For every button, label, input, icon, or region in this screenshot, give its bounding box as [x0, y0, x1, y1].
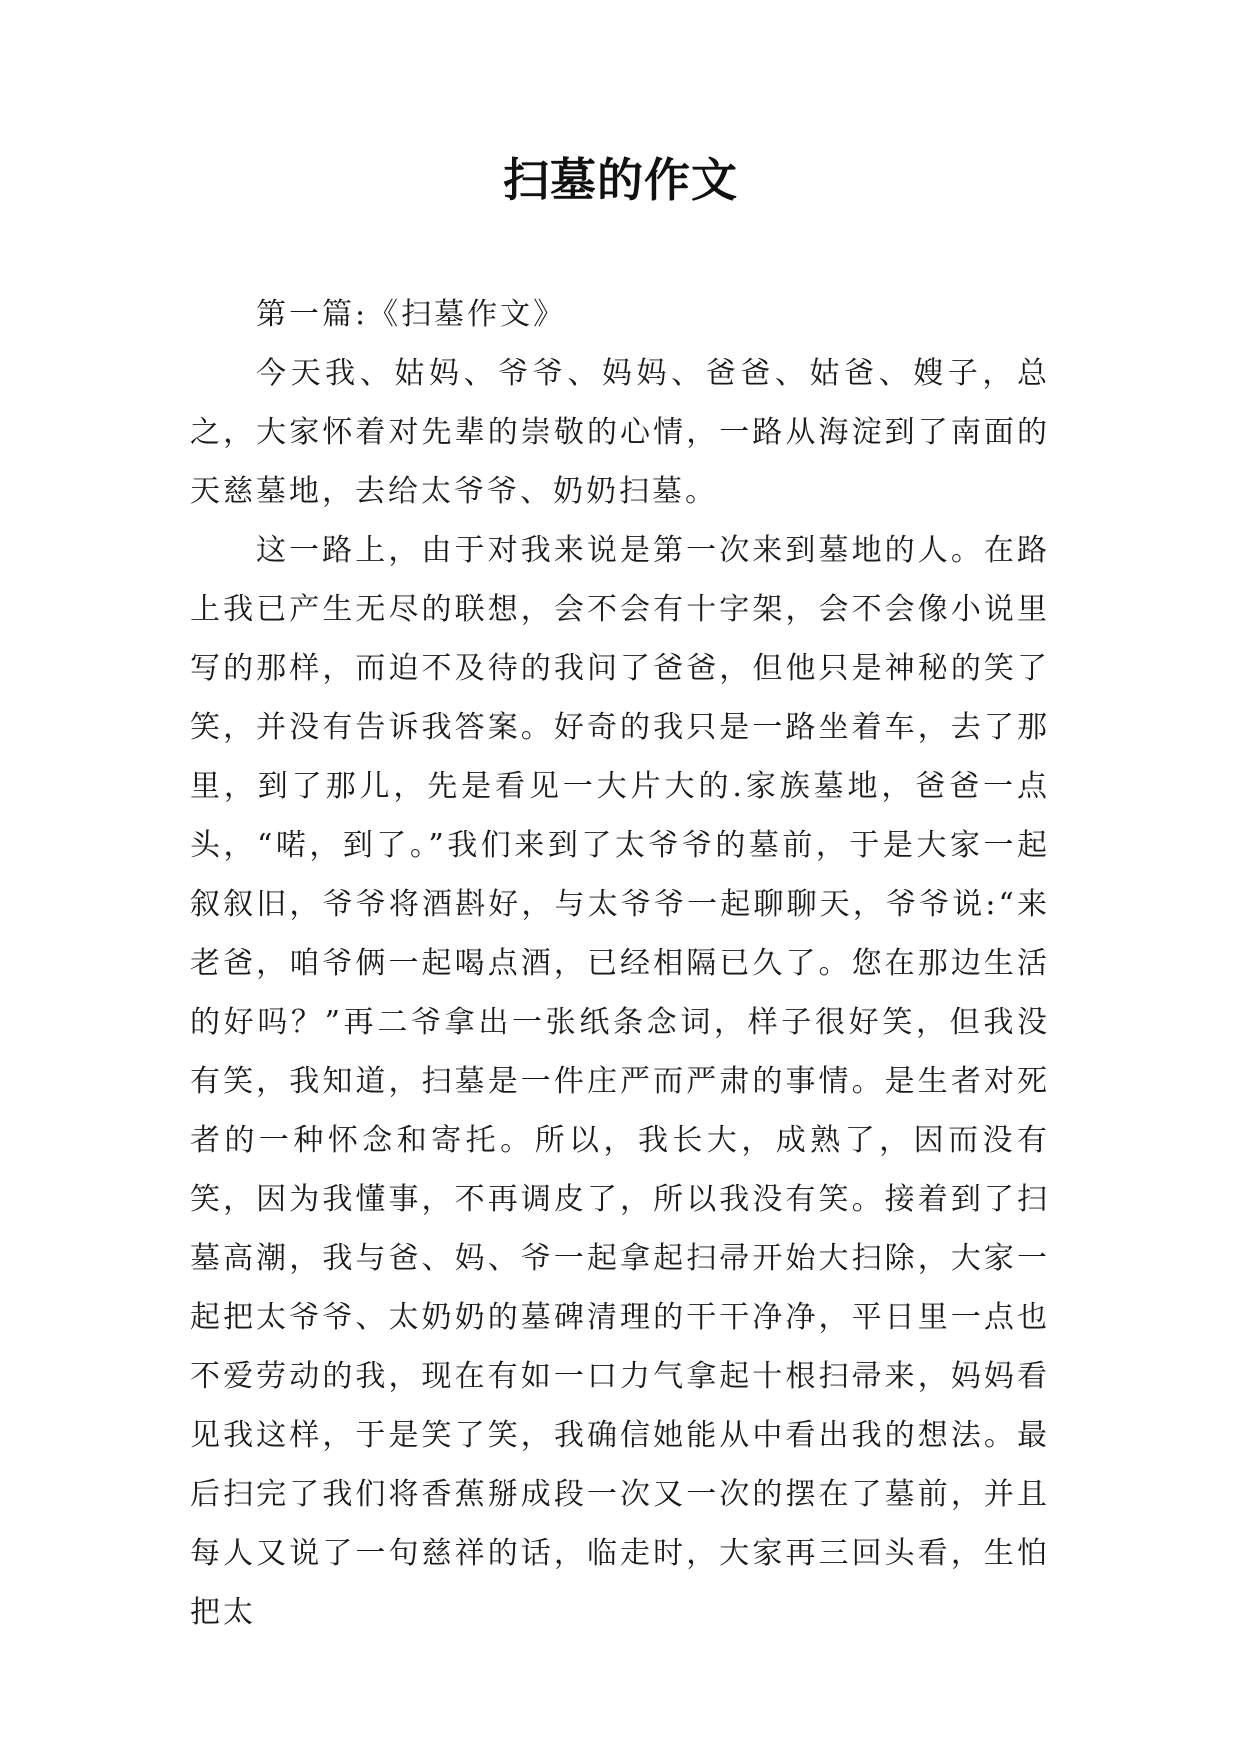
paragraph: 今天我、姑妈、爷爷、妈妈、爸爸、姑爸、嫂子，总之，大家怀着对先辈的崇敬的心情，一路从海淀到了南面的天慈墓地，去给太爷爷、奶奶扫墓。	[190, 356, 1050, 509]
section-heading: 第一篇:《扫墓作文》	[256, 297, 567, 332]
document-body	[190, 285, 1050, 1642]
paragraph: 这一路上，由于对我来说是第一次来到墓地的人。在路上我已产生无尽的联想，会不会有十字架，会不会像小说里写的那样，而迫不及待的我问了爸爸，但他只是神秘的笑了笑，并没有告诉我答案。好奇的我只是一路坐着车，去了那里，到了那儿，先是看见一大片大的.家族墓地，爸爸一点头，“喏，到了。”我们来到了太爷爷的墓前，于是大家一起叙叙旧，爷爷将酒斟好，与太爷爷一起聊聊天，爷爷说:“来老爸，咱爷俩一起喝点酒，已经相隔已久了。您在那边生活的好吗？”再二爷拿出一张纸条念词，样子很好笑，但我没有笑，我知道，扫墓是一件庄严而严肃的事情。是生者对死者的一种怀念和寄托。所以，我长大，成熟了，因而没有笑，因为我懂事，不再调皮了，所以我没有笑。接着到了扫墓高潮，我与爸、妈、爷一起拿起扫帚开始大扫除，大家一起把太爷爷、太奶奶的墓碑清理的干干净净，平日里一点也不爱劳动的我，现在有如一口力气拿起十根扫帚来，妈妈看见我这样，于是笑了笑，我确信她能从中看出我的想法。最后扫完了我们将香蕉掰成段一次又一次的摆在了墓前，并且每人又说了一句慈祥的话，临走时，大家再三回头看，生怕把太	[190, 533, 1050, 1630]
document-title: 扫墓的作文	[503, 153, 738, 207]
